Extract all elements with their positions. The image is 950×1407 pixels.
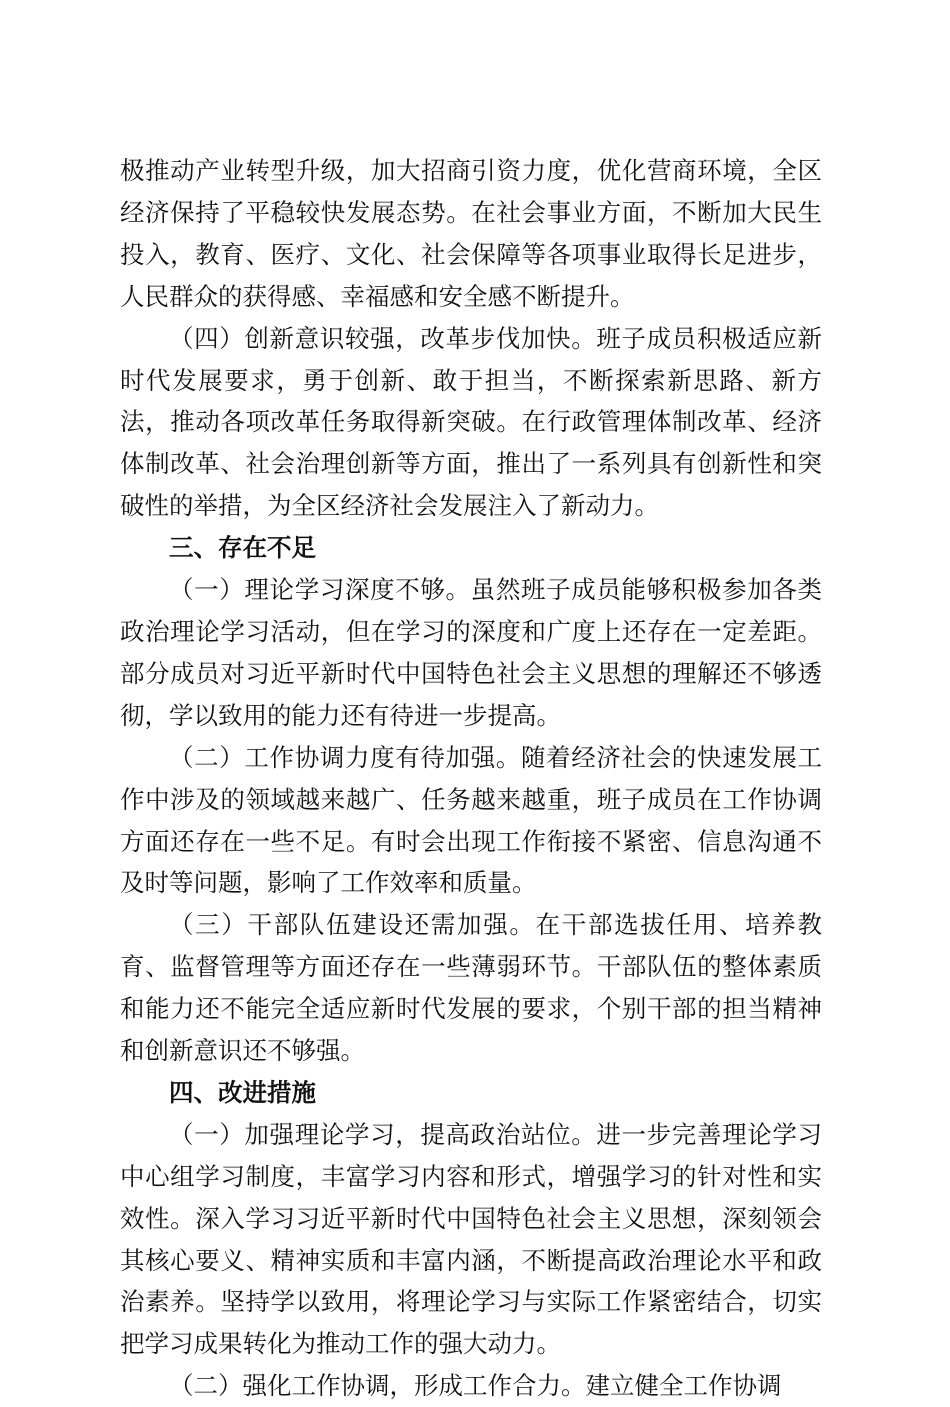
section-heading-shortcomings: 三、存在不足	[169, 533, 316, 563]
section-heading-improvements: 四、改进措施	[169, 1077, 316, 1107]
paragraph-strengthen-study: （一）加强理论学习，提高政治站位。进一步完善理论学习中心组学习制度，丰富学习内容和形式，增强学习的针对性和实效性。深入学习习近平新时代中国特色社会主义思想，深刻领会其核心要义、精神实质和丰富内涵，不断提高政治理论水平和政治素养。坚持学以致用，将理论学习与实际工作紧密结合，切实把学习成果转化为推动工作的强大动力。	[120, 1119, 822, 1359]
document-body	[120, 150, 822, 1407]
paragraph-coordination: （二）工作协调力度有待加强。随着经济社会的快速发展工作中涉及的领域越来越广、任务越来越重，班子成员在工作协调方面还存在一些不足。有时会出现工作衔接不紧密、信息沟通不及时等问题，影响了工作效率和质量。	[120, 742, 822, 898]
paragraph-continuation: 极推动产业转型升级，加大招商引资力度，优化营商环境，全区经济保持了平稳较快发展态势。在社会事业方面，不断加大民生投入，教育、医疗、文化、社会保障等各项事业取得长足进步，人民群众的获得感、幸福感和安全感不断提升。	[120, 156, 822, 311]
paragraph-theory-study: （一）理论学习深度不够。虽然班子成员能够积极参加各类政治理论学习活动，但在学习的深度和广度上还存在一定差距。部分成员对习近平新时代中国特色社会主义思想的理解还不够透彻，学以致用的能力还有待进一步提高。	[120, 575, 822, 730]
paragraph-innovation: （四）创新意识较强，改革步伐加快。班子成员积极适应新时代发展要求，勇于创新、敢于担当，不断探索新思路、新方法，推动各项改革任务取得新突破。在行政管理体制改革、经济体制改革、社会治理创新等方面，推出了一系列具有创新性和突破性的举措，为全区经济社会发展注入了新动力。	[120, 323, 822, 521]
paragraph-cadre-building: （三）干部队伍建设还需加强。在干部选拔任用、培养教育、监督管理等方面还存在一些薄弱环节。干部队伍的整体素质和能力还不能完全适应新时代发展的要求，个别干部的担当精神和创新意识还不够强。	[120, 910, 822, 1066]
paragraph-strengthen-coordination: （二）强化工作协调，形成工作合力。建立健全工作协调	[169, 1371, 782, 1401]
